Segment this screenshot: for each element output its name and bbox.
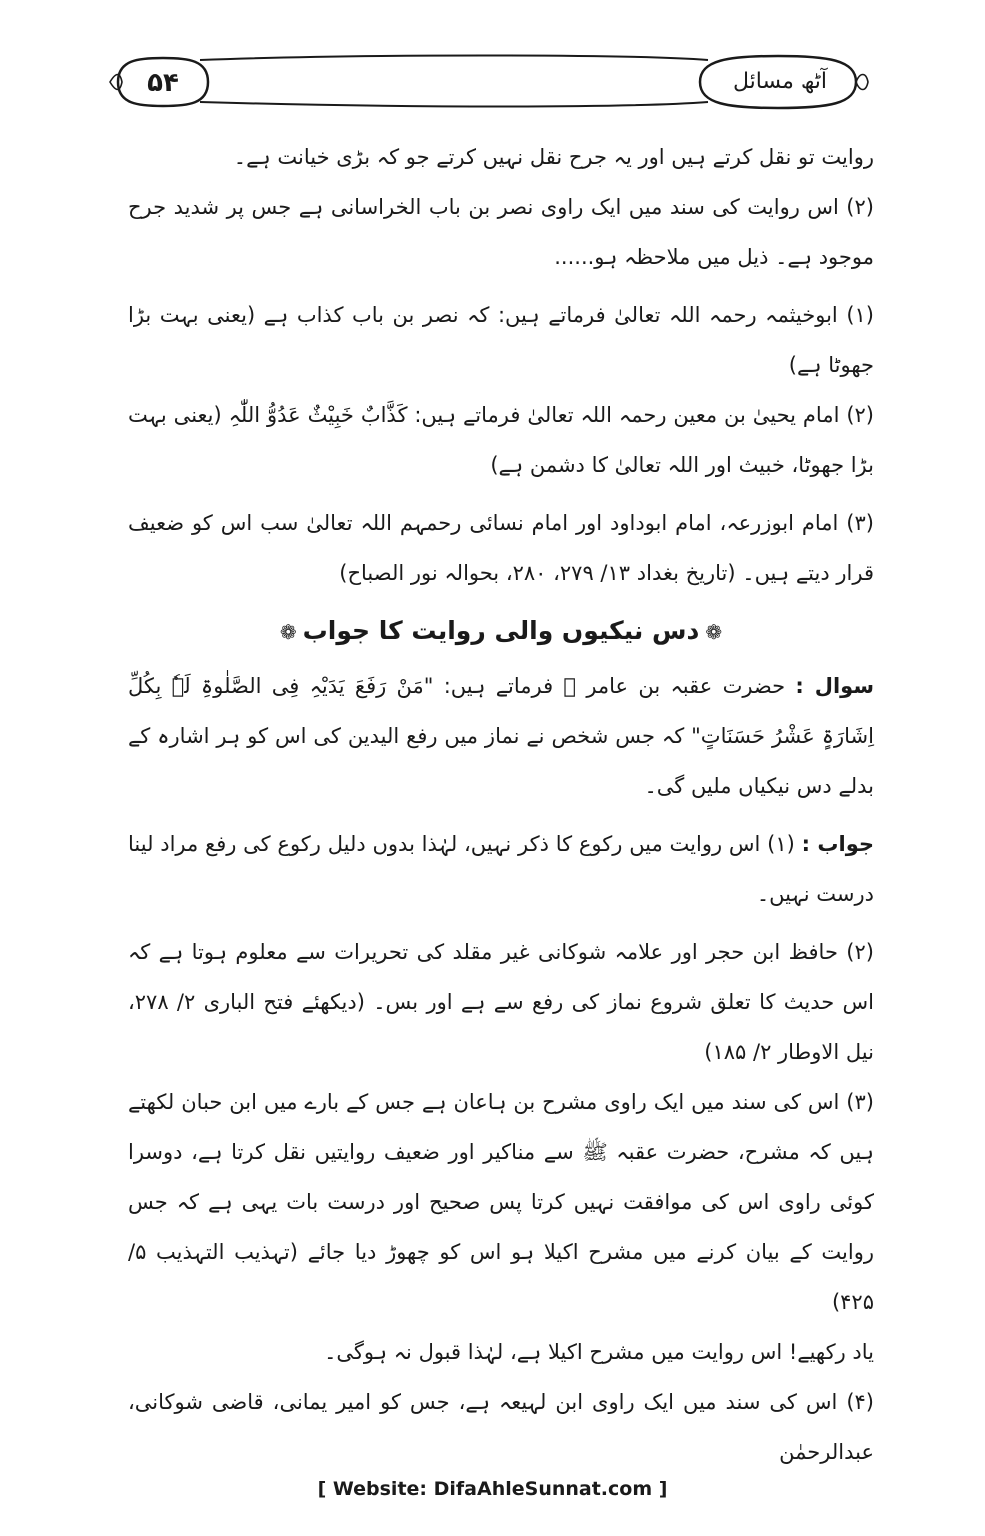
website-footer: [ Website: DifaAhleSunnat.com ]: [317, 1478, 668, 1500]
page-number: ۵۴: [147, 68, 179, 98]
heading-ornament-icon: ❁: [705, 620, 723, 644]
heading-ornament-icon: ❁: [279, 620, 297, 644]
paragraph: (۳) امام ابوزرعہ، امام ابوداود اور امام نسائی رحمہم اللہ تعالیٰ سب اس کو ضعیف قرار دیتے ہیں۔ (تاریخ بغداد ۱۳/ ۲۷۹، ۲۸۰، بحوالہ نور الصباح): [128, 511, 874, 585]
paragraph: (۲) اس روایت کی سند میں ایک راوی نصر بن باب الخراسانی ہے جس پر شدید جرح موجود ہے۔ ذیل میں ملاحظہ ہو......: [128, 195, 874, 269]
page-body: [128, 132, 874, 1477]
paragraph: روایت تو نقل کرتے ہیں اور یہ جرح نقل نہیں کرتے جو کہ بڑی خیانت ہے۔: [233, 145, 874, 169]
paragraph: (۳) اس کی سند میں ایک راوی مشرح بن ہاعان ہے جس کے بارے میں ابن حبان لکھتے ہیں کہ مشرح، حضرت عقبہ ﷺ سے مناکیر اور ضعیف روایتیں نقل کرتا ہے، دوسرا کوئی راوی اس کی موافقت نہیں کرتا پس صحیح اور درست بات یہی ہے کہ جس روایت کے بیان کرنے میں مشرح اکیلا ہو اس کو چھوڑ دیا جائے (تہذیب التہذیب ۵/ ۴۲۵): [128, 1090, 874, 1314]
paragraph: (۲) امام یحییٰ بن معین رحمہ اللہ تعالیٰ فرماتے ہیں: کَذَّابٌ خَبِیْثٌ عَدُوُّ اللّٰہِ (یعنی بہت بڑا جھوٹا، خبیث اور اللہ تعالیٰ کا دشمن ہے): [128, 403, 874, 477]
question-label: سوال :: [795, 674, 874, 698]
answer-paragraph: [128, 819, 874, 919]
section-heading-text: دس نیکیوں والی روایت کا جواب: [302, 616, 700, 645]
paragraph: (۴) اس کی سند میں ایک راوی ابن لہیعہ ہے، جس کو امیر یمانی، قاضی شوکانی، عبدالرحمٰن: [128, 1390, 874, 1464]
section-heading: [128, 602, 874, 661]
book-title: آٹھ مسائل: [732, 69, 828, 94]
answer-text: (۱) اس روایت میں رکوع کا ذکر نہیں، لہٰذا بدوں دلیل رکوع کی رفع مراد لینا درست نہیں۔: [128, 832, 874, 906]
paragraph: (۲) حافظ ابن حجر اور علامہ شوکانی غیر مقلد کی تحریرات سے معلوم ہوتا ہے کہ اس حدیث کا تعلق شروع نماز کی رفع سے ہے اور بس۔ (دیکھئے فتح الباری ۲/ ۲۷۸، نیل الاوطار ۲/ ۱۸۵): [128, 940, 874, 1064]
question-paragraph: [128, 661, 874, 811]
page-header: [108, 52, 868, 116]
answer-label: جواب :: [801, 832, 874, 856]
paragraph: (۱) ابوخیثمہ رحمہ اللہ تعالیٰ فرماتے ہیں: کہ نصر بن باب کذاب ہے (یعنی بہت بڑا جھوٹا ہے): [128, 303, 874, 377]
question-text: حضرت عقبہ بن عامر ﷺ فرماتے ہیں: "مَنْ رَفَعَ یَدَیْہِ فِی الصَّلٰوۃِ لَہٗ بِکُلِّ اِشَارَۃٍ عَشْرُ حَسَنَاتٍ" کہ جس شخص نے نماز میں رفع الیدین کی اس کو ہر اشارہ کے بدلے دس نیکیاں ملیں گی۔: [128, 674, 874, 798]
paragraph: یاد رکھیے! اس روایت میں مشرح اکیلا ہے، لہٰذا قبول نہ ہوگی۔: [324, 1340, 874, 1364]
